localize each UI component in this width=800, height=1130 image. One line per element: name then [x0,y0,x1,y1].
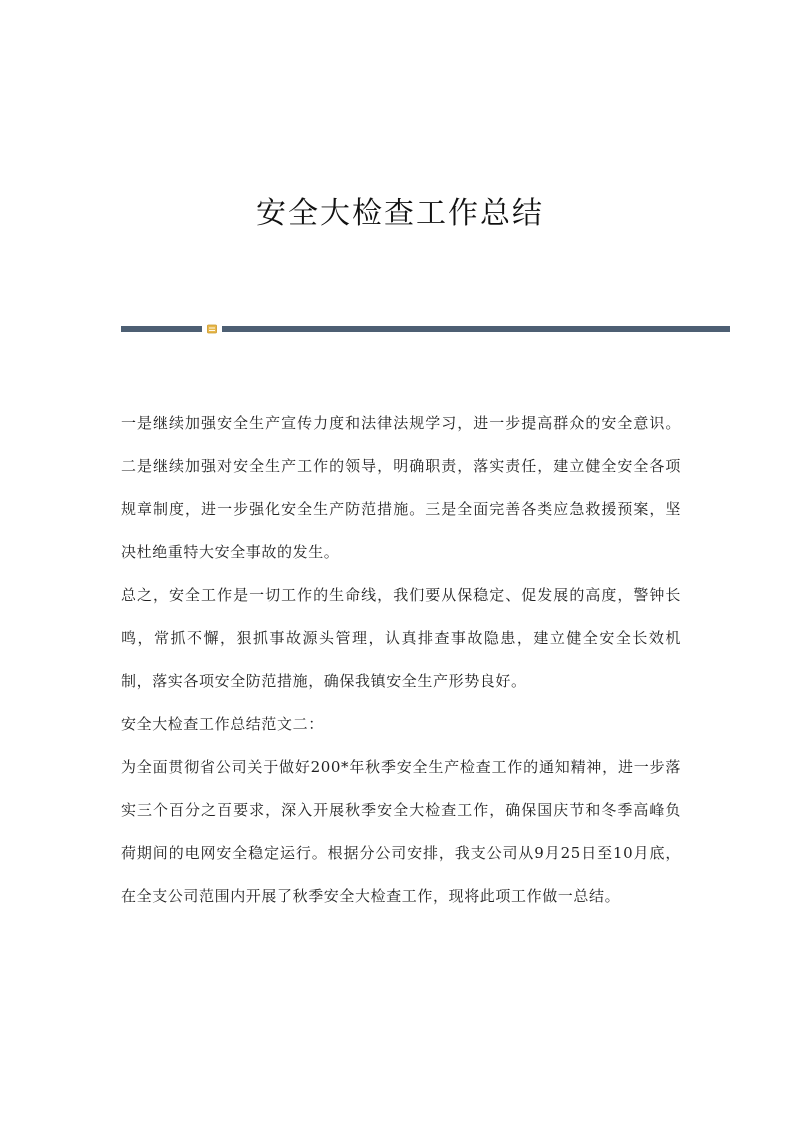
paragraph-3: 为全面贯彻省公司关于做好200*年秋季安全生产检查工作的通知精神，进一步落实三个百分之百要求，深入开展秋季安全大检查工作，确保国庆节和冬季高峰负荷期间的电网安全稳定运行。根据分公司安排，我支公司从9月25日至10月底，在全支公司范围内开展了秋季安全大检查工作，现将此项工作做一总结。 [121,758,681,905]
paragraph-2: 总之，安全工作是一切工作的生命线，我们要从保稳定、促发展的高度，警钟长鸣，常抓不懈，狠抓事故源头管理，认真排查事故隐患，建立健全安全长效机制，落实各项安全防范措施，确保我镇安全生产形势良好。 [121,586,681,690]
divider-bar-right [222,326,730,332]
section-heading: 安全大检查工作总结范文二： [121,715,324,733]
document-title: 安全大检查工作总结 [256,196,544,231]
title-divider [121,323,730,335]
document-body [121,402,681,918]
document-ornament-icon [207,324,217,334]
divider-bar-left [121,326,202,332]
paragraph-1: 一是继续加强安全生产宣传力度和法律法规学习，进一步提高群众的安全意识。二是继续加强对安全生产工作的领导，明确职责，落实责任，建立健全安全各项规章制度，进一步强化安全生产防范措施。三是全面完善各类应急救援预案，坚决杜绝重特大安全事故的发生。 [121,414,681,561]
